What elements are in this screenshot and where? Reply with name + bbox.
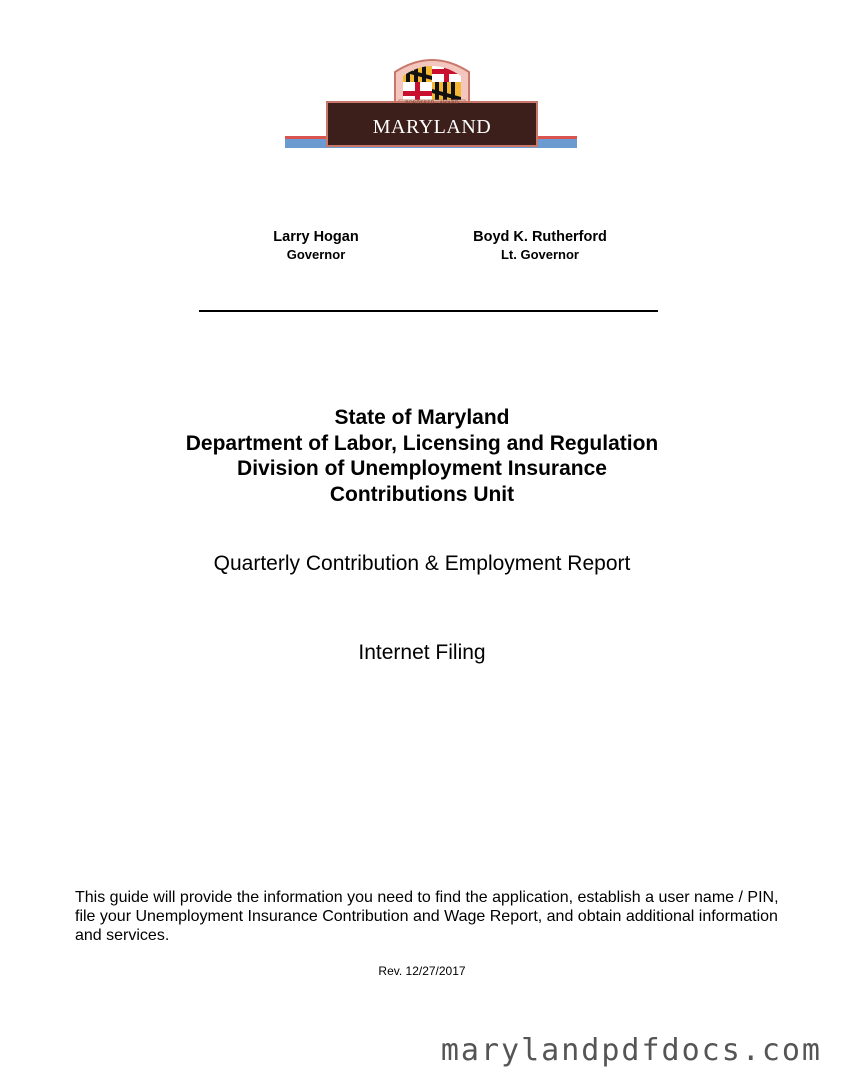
official-name: Boyd K. Rutherford	[473, 229, 607, 245]
intro-paragraph: This guide will provide the information you need to find the application, establish a user name / PIN, file your Unemployment Insurance Contribution and Wage Report, and obtain additional information and services.	[75, 889, 779, 944]
logo-banner-text: BORDERED · AWARD	[405, 101, 459, 106]
watermark-link[interactable]: marylandpdfdocs.com	[440, 1033, 822, 1068]
official-title: Lt. Governor	[500, 247, 579, 262]
official-lt-governor	[440, 229, 640, 263]
official-name: Larry Hogan	[273, 229, 359, 245]
agency-state: State of Maryland	[334, 406, 510, 429]
header-divider	[199, 310, 658, 312]
agency-division: Division of Unemployment Insurance	[237, 457, 607, 480]
revision-date: Rev. 12/27/2017	[378, 964, 466, 978]
agency-heading	[0, 405, 844, 507]
maryland-logo	[285, 56, 577, 150]
agency-unit: Contributions Unit	[329, 482, 515, 506]
official-governor	[216, 229, 416, 263]
official-title: Governor	[286, 247, 346, 262]
agency-department: Department of Labor, Licensing and Regulation	[185, 431, 659, 455]
filing-method: Internet Filing	[358, 641, 486, 664]
report-title: Quarterly Contribution & Employment Report	[213, 552, 631, 575]
logo-wordmark: maryland	[372, 107, 492, 140]
